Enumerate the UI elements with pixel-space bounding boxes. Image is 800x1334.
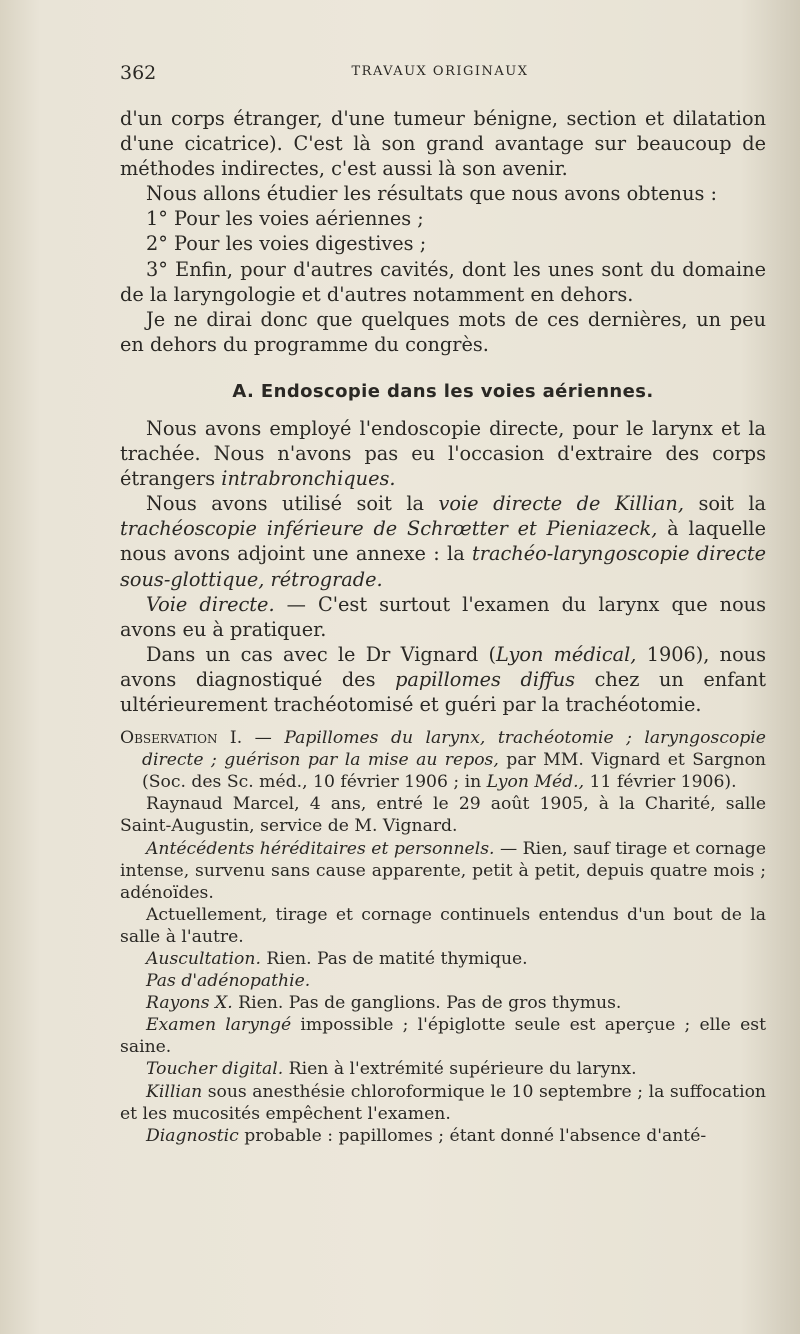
list-item: 2° Pour les voies digestives ;: [146, 232, 427, 256]
observation-line: Raynaud Marcel, 4 ans, entré le 29 août 1905, à la Charité, salle Saint-Augustin, service de M. Vignard.: [120, 794, 766, 837]
page-number: 362: [120, 62, 157, 84]
observation-line: Examen laryngé impossible ; l'épiglotte seule est aperçue ; elle est saine.: [120, 1015, 766, 1058]
paragraph: Nous allons étudier les résultats que nous avons obtenus :: [146, 182, 718, 206]
page-body: [120, 106, 766, 1147]
observation-line: Killian sous anesthésie chloroformique le 10 septembre ; la suffocation et les mucosités empêchent l'examen.: [120, 1081, 766, 1124]
paragraph: Voie directe. — C'est surtout l'examen du larynx que nous avons eu à pratiquer.: [120, 592, 766, 641]
paragraph: Nous avons utilisé soit la voie directe de Killian, soit la trachéoscopie inférieure de Schrœtter et Pieniazeck, à laquelle nous avons adjoint une annexe : la trachéo-laryngoscopie directe sous-glottique, rétrograde.: [120, 492, 766, 591]
observation-title: Observation I. — Papillomes du larynx, trachéotomie ; laryngoscopie directe ; guérison par la mise au repos, par MM. Vignard et Sargnon (Soc. des Sc. méd., 10 février 1906 ; in Lyon Méd., 11 février 1906).: [120, 728, 766, 793]
observation-line: Antécédents héréditaires et personnels. — Rien, sauf tirage et cornage intense, survenu sans cause apparente, petit à petit, depuis quatre mois ; adénoïdes.: [120, 838, 766, 903]
paragraph: Nous avons employé l'endoscopie directe, pour le larynx et la trachée. Nous n'avons pas eu l'occasion d'extraire des corps étrangers intrabronchiques.: [120, 416, 766, 491]
observation-line: Auscultation. Rien. Pas de matité thymique.: [146, 949, 528, 969]
section-heading: A. Endoscopie dans les voies aériennes.: [232, 380, 654, 402]
paragraph: d'un corps étranger, d'une tumeur bénigne, section et dilatation d'une cicatrice). C'est là son grand avantage sur beaucoup de méthodes indirectes, c'est aussi là son avenir.: [120, 107, 766, 181]
paragraph: Dans un cas avec le Dr Vignard (Lyon médical, 1906), nous avons diagnostiqué des papillomes diffus chez un enfant ultérieurement trachéotomisé et guéri par la trachéotomie.: [120, 642, 767, 716]
paragraph: Je ne dirai donc que quelques mots de ces dernières, un peu en dehors du programme du congrès.: [120, 307, 766, 356]
observation-line: Toucher digital. Rien à l'extrémité supérieure du larynx.: [146, 1059, 637, 1080]
observation-line: Rayons X. Rien. Pas de ganglions. Pas de gros thymus.: [146, 993, 622, 1014]
observation-line: Actuellement, tirage et cornage continuels entendus d'un bout de la salle à l'autre.: [120, 904, 766, 947]
observation-line: Pas d'adénopathie.: [146, 971, 311, 992]
running-head: TRAVAUX ORIGINAUX: [351, 64, 529, 79]
page-header: [120, 62, 760, 86]
observation-line: Diagnostic probable : papillomes ; étant donné l'absence d'anté-: [146, 1125, 707, 1146]
observation-block: [120, 727, 766, 1147]
list-item: 1° Pour les voies aériennes ;: [146, 207, 424, 231]
list-item: 3° Enfin, pour d'autres cavités, dont les unes sont du domaine de la laryngologie et d'autres notamment en dehors.: [120, 257, 766, 306]
